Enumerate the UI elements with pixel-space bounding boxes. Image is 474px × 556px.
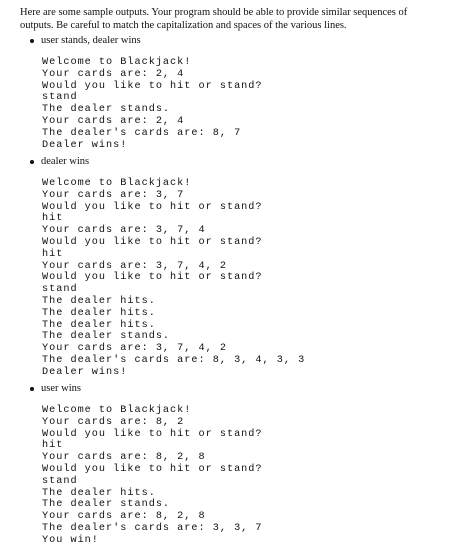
console-output bbox=[42, 178, 305, 379]
console-line: Your cards are: 2, 4 bbox=[42, 68, 185, 80]
sample-case-user-stands bbox=[0, 34, 474, 151]
console-line: Your cards are: 8, 2 bbox=[42, 416, 185, 428]
console-line: The dealer stands. bbox=[42, 331, 171, 343]
console-line: Would you like to hit or stand? bbox=[42, 201, 263, 213]
console-line: The dealer's cards are: 8, 3, 4, 3, 3 bbox=[42, 354, 306, 366]
console-line: hit bbox=[42, 213, 64, 225]
intro-line: Here are some sample outputs. Your program should be able to provide similar sequences of bbox=[20, 7, 408, 18]
console-line: The dealer's cards are: 3, 3, 7 bbox=[42, 522, 263, 534]
console-line: stand bbox=[42, 92, 78, 104]
console-line: Your cards are: 2, 4 bbox=[42, 115, 185, 127]
intro-line: outputs. Be careful to match the capitalization and spaces of the various lines. bbox=[20, 20, 347, 31]
console-line: The dealer hits. bbox=[42, 295, 156, 307]
console-line: hit bbox=[42, 248, 64, 260]
console-line: The dealer's cards are: 8, 7 bbox=[42, 127, 242, 139]
console-line: Dealer wins! bbox=[42, 366, 128, 378]
bullet-icon bbox=[30, 39, 34, 43]
case-title: dealer wins bbox=[41, 156, 90, 167]
console-line: The dealer hits. bbox=[42, 487, 156, 499]
console-line: Your cards are: 8, 2, 8 bbox=[42, 452, 206, 464]
console-line: hit bbox=[42, 440, 64, 452]
bullet-icon bbox=[30, 160, 34, 164]
sample-case-user-wins bbox=[0, 382, 474, 546]
console-line: You win! bbox=[42, 534, 99, 546]
console-line: Dealer wins! bbox=[42, 139, 128, 151]
sample-case-dealer-wins bbox=[0, 155, 474, 378]
console-line: The dealer hits. bbox=[42, 307, 156, 319]
console-line: Welcome to Blackjack! bbox=[42, 178, 192, 189]
console-line: The dealer stands. bbox=[42, 104, 171, 116]
console-output bbox=[42, 57, 263, 151]
console-line: Welcome to Blackjack! bbox=[42, 405, 192, 416]
console-line: Would you like to hit or stand? bbox=[42, 272, 263, 284]
console-line: Would you like to hit or stand? bbox=[42, 463, 263, 475]
console-line: stand bbox=[42, 284, 78, 296]
case-heading bbox=[0, 34, 474, 47]
console-line: Would you like to hit or stand? bbox=[42, 236, 263, 248]
case-title: user wins bbox=[41, 383, 81, 394]
case-title: user stands, dealer wins bbox=[41, 35, 141, 46]
console-line: Would you like to hit or stand? bbox=[42, 80, 263, 92]
bullet-icon bbox=[30, 387, 34, 391]
console-line: stand bbox=[42, 475, 78, 487]
console-line: Your cards are: 3, 7, 4, 2 bbox=[42, 260, 227, 272]
console-line: Would you like to hit or stand? bbox=[42, 428, 263, 440]
console-line: Welcome to Blackjack! bbox=[42, 57, 192, 68]
console-line: Your cards are: 3, 7 bbox=[42, 189, 185, 201]
console-line: The dealer hits. bbox=[42, 319, 156, 331]
console-output bbox=[42, 405, 263, 547]
case-heading bbox=[0, 382, 474, 395]
console-line: Your cards are: 3, 7, 4, 2 bbox=[42, 343, 227, 355]
console-line: The dealer stands. bbox=[42, 499, 171, 511]
console-line: Your cards are: 8, 2, 8 bbox=[42, 511, 206, 523]
console-line: Your cards are: 3, 7, 4 bbox=[42, 225, 206, 237]
intro-paragraph bbox=[20, 6, 460, 32]
case-heading bbox=[0, 155, 474, 168]
